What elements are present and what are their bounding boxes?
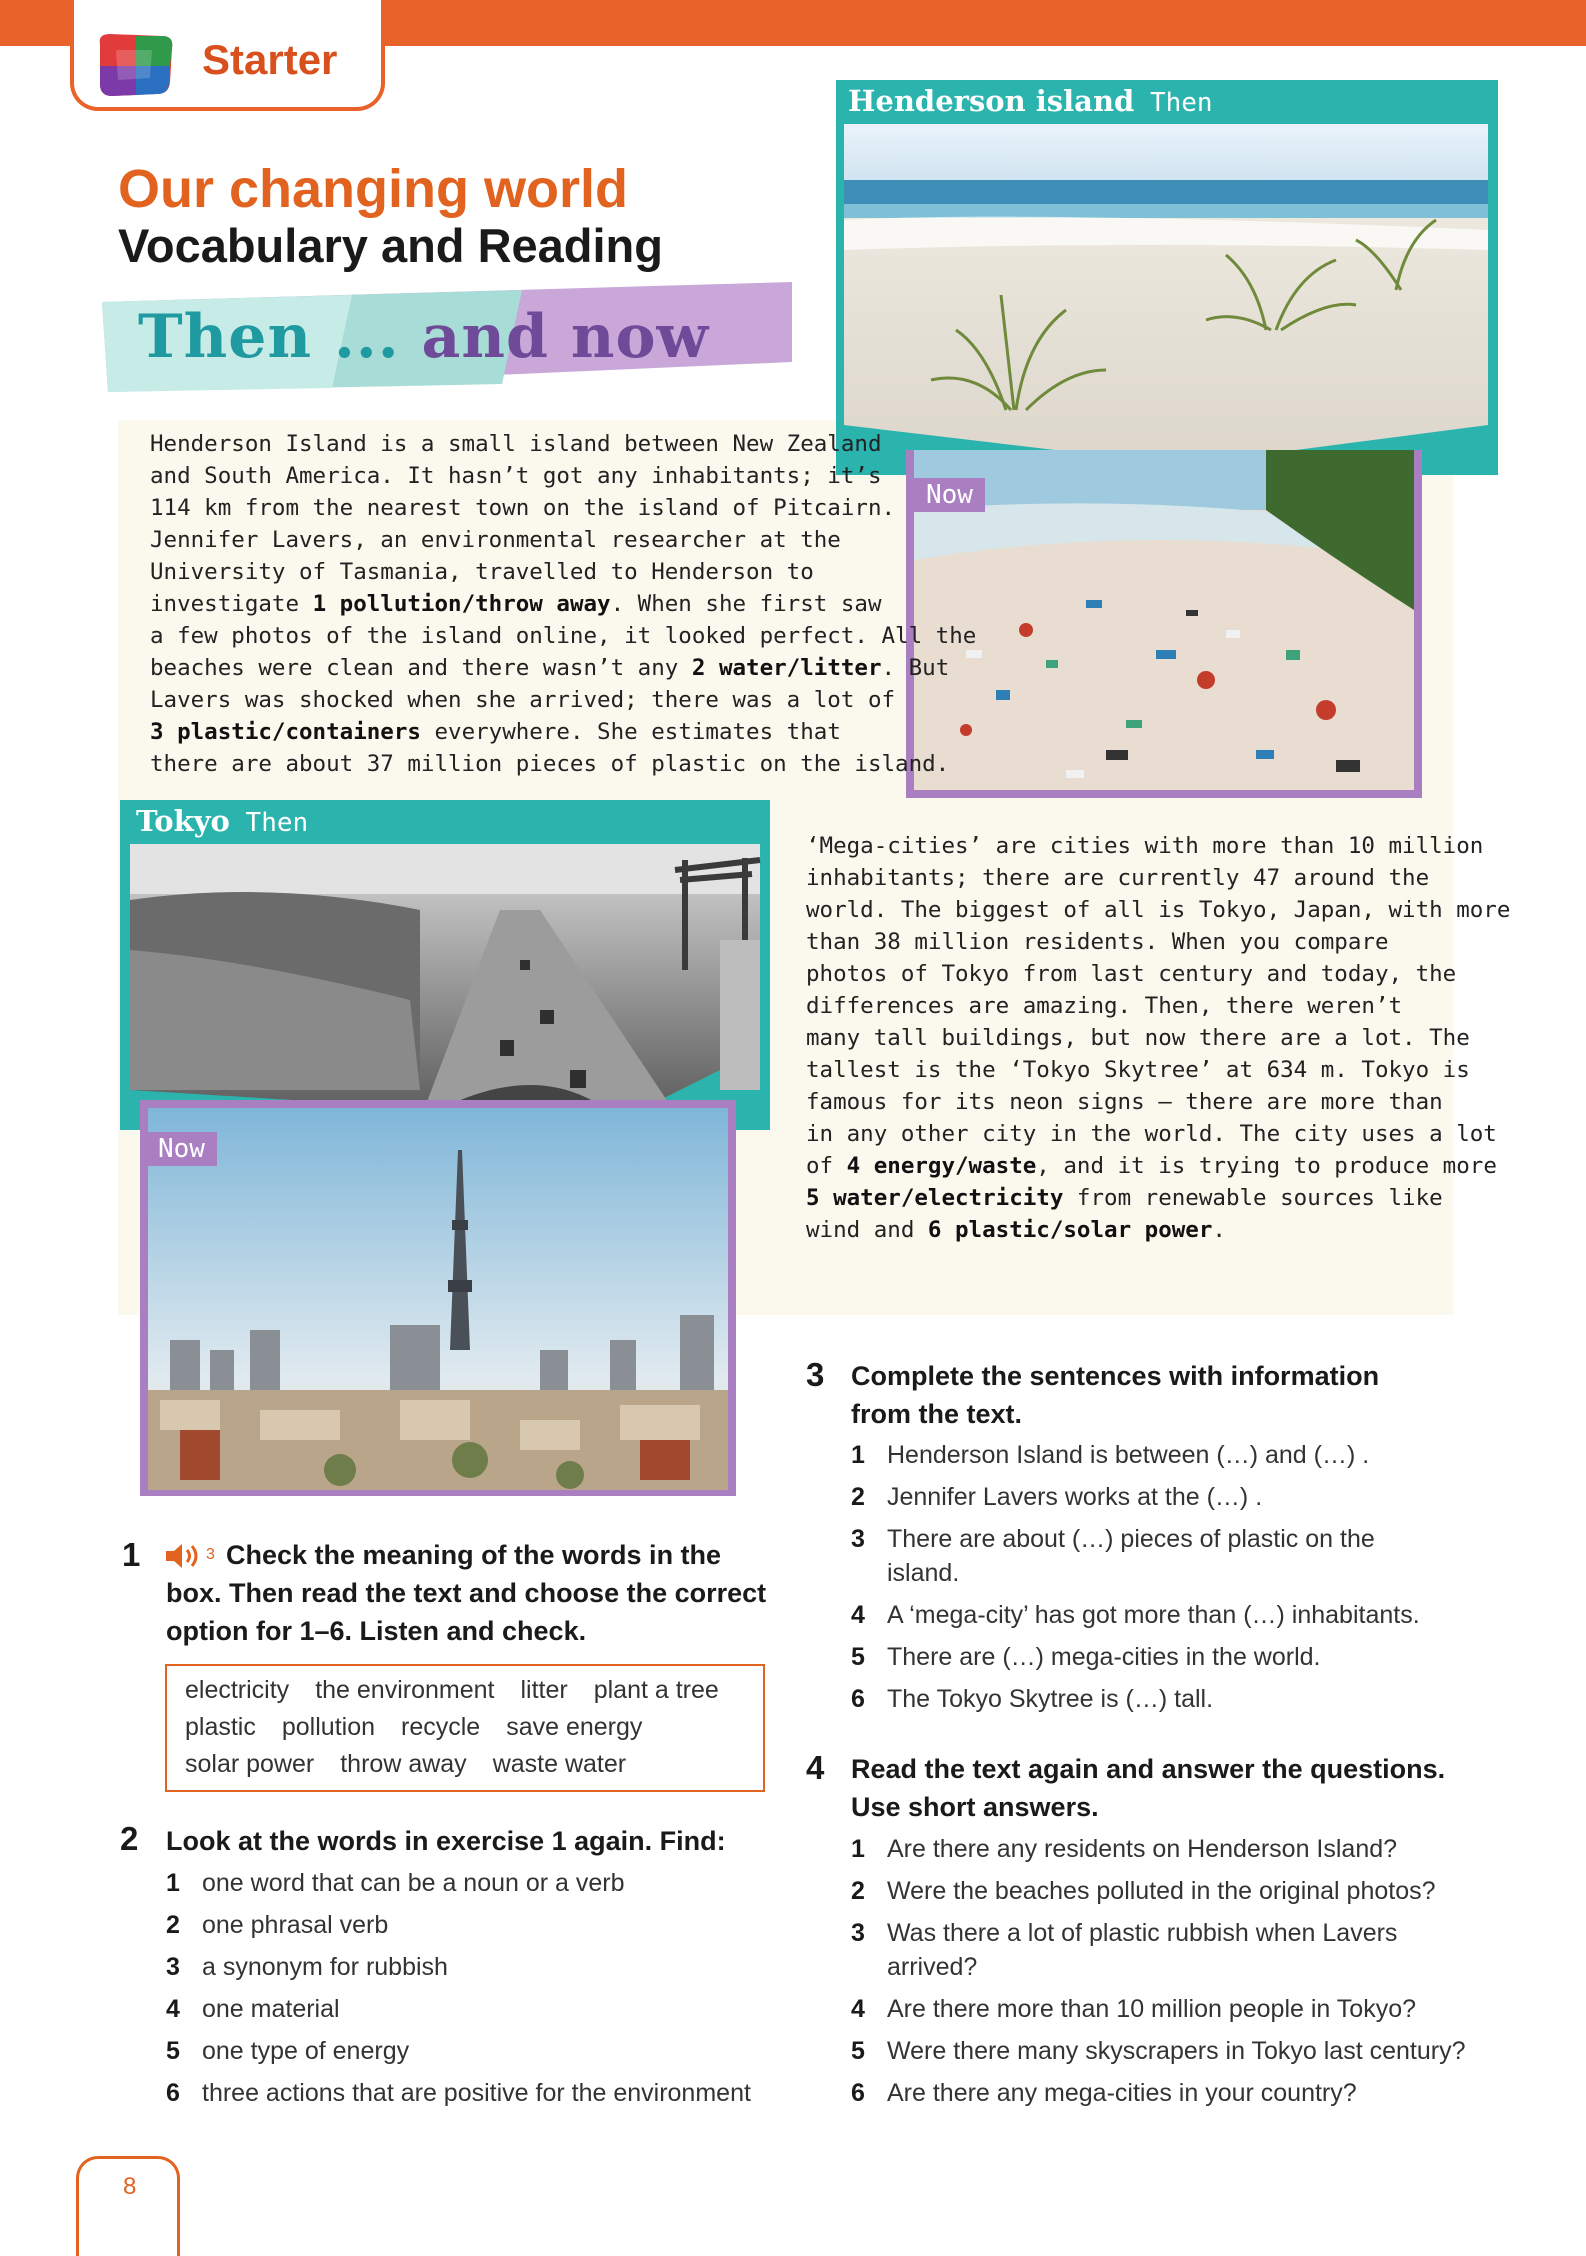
list-item: 5 There are (…) mega-cities in the world. xyxy=(851,1643,1321,1671)
list-item: 6 Are there any mega-cities in your country? xyxy=(851,2079,1357,2107)
option-2: 2 water/litter xyxy=(691,655,882,681)
option-4: 4 energy/waste xyxy=(846,1153,1037,1179)
list-item: 1 Henderson Island is between (…) and (…) . xyxy=(851,1441,1370,1469)
exercise-3-instructions: Complete the sentences with information from the text. xyxy=(851,1361,1380,1429)
audio-track-number: 3 xyxy=(206,1546,215,1563)
exercise-4-list xyxy=(851,1832,1491,2118)
exercise-2-instructions: Look at the words in exercise 1 again. Find: xyxy=(166,1826,726,1856)
list-item: 3 a synonym for rubbish xyxy=(166,1953,448,1981)
exercise-2-list xyxy=(166,1866,806,2118)
list-item: 4 Are there more than 10 million people in Tokyo? xyxy=(851,1995,1417,2023)
tokyo-now-tag: Now xyxy=(146,1132,217,1166)
option-3: 3 plastic/containers xyxy=(150,719,421,745)
exercise-1-instructions: Check the meaning of the words in the box. Then read the text and choose the correct option for 1–6. Listen and check. xyxy=(166,1540,767,1646)
list-item: 6 The Tokyo Skytree is (…) tall. xyxy=(851,1685,1214,1713)
list-item: 5 one type of energy xyxy=(166,2037,410,2065)
list-item: 1 Are there any residents on Henderson Island? xyxy=(851,1835,1398,1863)
list-item: 4 one material xyxy=(166,1995,340,2023)
page-title: Our changing world xyxy=(118,159,628,219)
option-6: 6 plastic/solar power xyxy=(927,1217,1213,1243)
word-box: electricity the environment litter plant a tree plastic pollution recycle save energy solar power throw away waste water xyxy=(165,1664,765,1792)
list-item: 3 Was there a lot of plastic rubbish when Lavers arrived? xyxy=(851,1919,1398,1981)
section-label: Starter xyxy=(202,36,338,83)
option-5: 5 water/electricity xyxy=(806,1185,1064,1211)
tokyo-then-photo xyxy=(120,800,770,1130)
page-number-tab xyxy=(76,2156,180,2256)
exercise-1-number: 1 xyxy=(122,1536,141,1573)
tokyo-now-photo xyxy=(140,1100,736,1496)
exercise-4-instructions: Read the text again and answer the questions. Use short answers. xyxy=(851,1754,1446,1822)
list-item: 4 A ‘mega-city’ has got more than (…) inhabitants. xyxy=(851,1601,1420,1629)
henderson-then-photo xyxy=(836,80,1498,475)
tokyo-paragraph: ‘Mega-cities’ are cities with more than 10 million inhabitants; there are currently 47 around the world. The biggest of all is Tokyo, Japan, with more than 38 million residents. When you compare photos of Tokyo from last century and today, the differences are amazing. Then, there weren’t many tall buildings, but now there are a lot. The tallest is the ‘Tokyo Skytree’ at 634 m. Tokyo is famous for its neon signs – there are more than in any other city in the world. The city uses a lot of 4 energy/waste, and it is trying to produce more 5 water/electricity from renewable sources like wind and 6 plastic/solar power. xyxy=(806,833,1511,1243)
exercise-4-number: 4 xyxy=(806,1749,825,1786)
list-item: 1 one word that can be a noun or a verb xyxy=(166,1869,625,1897)
list-item: 2 Jennifer Lavers works at the (…) . xyxy=(851,1483,1263,1511)
henderson-paragraph: Henderson Island is a small island between New Zealand and South America. It hasn’t got any inhabitants; it’s 114 km from the nearest town on the island of Pitcairn. Jennifer Lavers, an environmental researcher at the University of Tasmania, travelled to Henderson to investigate 1 pollution/throw away. When she first saw a few photos of the island online, it looked perfect. All the beaches were clean and there wasn’t any 2 water/litter. But Lavers was shocked when she arrived; there was a lot of 3 plastic/containers everywhere. She estimates that there are about 37 million pieces of plastic on the island. xyxy=(150,431,977,777)
tokyo-then-tag: Tokyo Then xyxy=(124,802,320,840)
list-item: 6 three actions that are positive for the environment xyxy=(166,2079,751,2107)
tokyo-skytree-image xyxy=(140,1100,736,1496)
list-item: 3 There are about (…) pieces of plastic on the island. xyxy=(851,1525,1375,1587)
list-item: 2 one phrasal verb xyxy=(166,1911,389,1939)
page-subtitle: Vocabulary and Reading xyxy=(118,219,663,272)
exercise-2-number: 2 xyxy=(120,1820,139,1857)
tokyo-old-image xyxy=(120,800,770,1130)
page-number: 8 xyxy=(123,2173,137,2200)
list-item: 2 Were the beaches polluted in the original photos? xyxy=(851,1877,1436,1905)
list-item: 5 Were there many skyscrapers in Tokyo last century? xyxy=(851,2037,1466,2065)
article-title: Then ... and now xyxy=(138,302,710,372)
henderson-then-tag: Henderson island Then xyxy=(836,82,1225,120)
exercise-3-number: 3 xyxy=(806,1356,825,1393)
starter-logo-icon xyxy=(92,30,178,100)
option-1: 1 pollution/throw away xyxy=(312,591,611,617)
henderson-now-tag: Now xyxy=(914,478,985,512)
beach-clean-image xyxy=(836,80,1498,475)
exercise-3-list xyxy=(851,1438,1471,1724)
